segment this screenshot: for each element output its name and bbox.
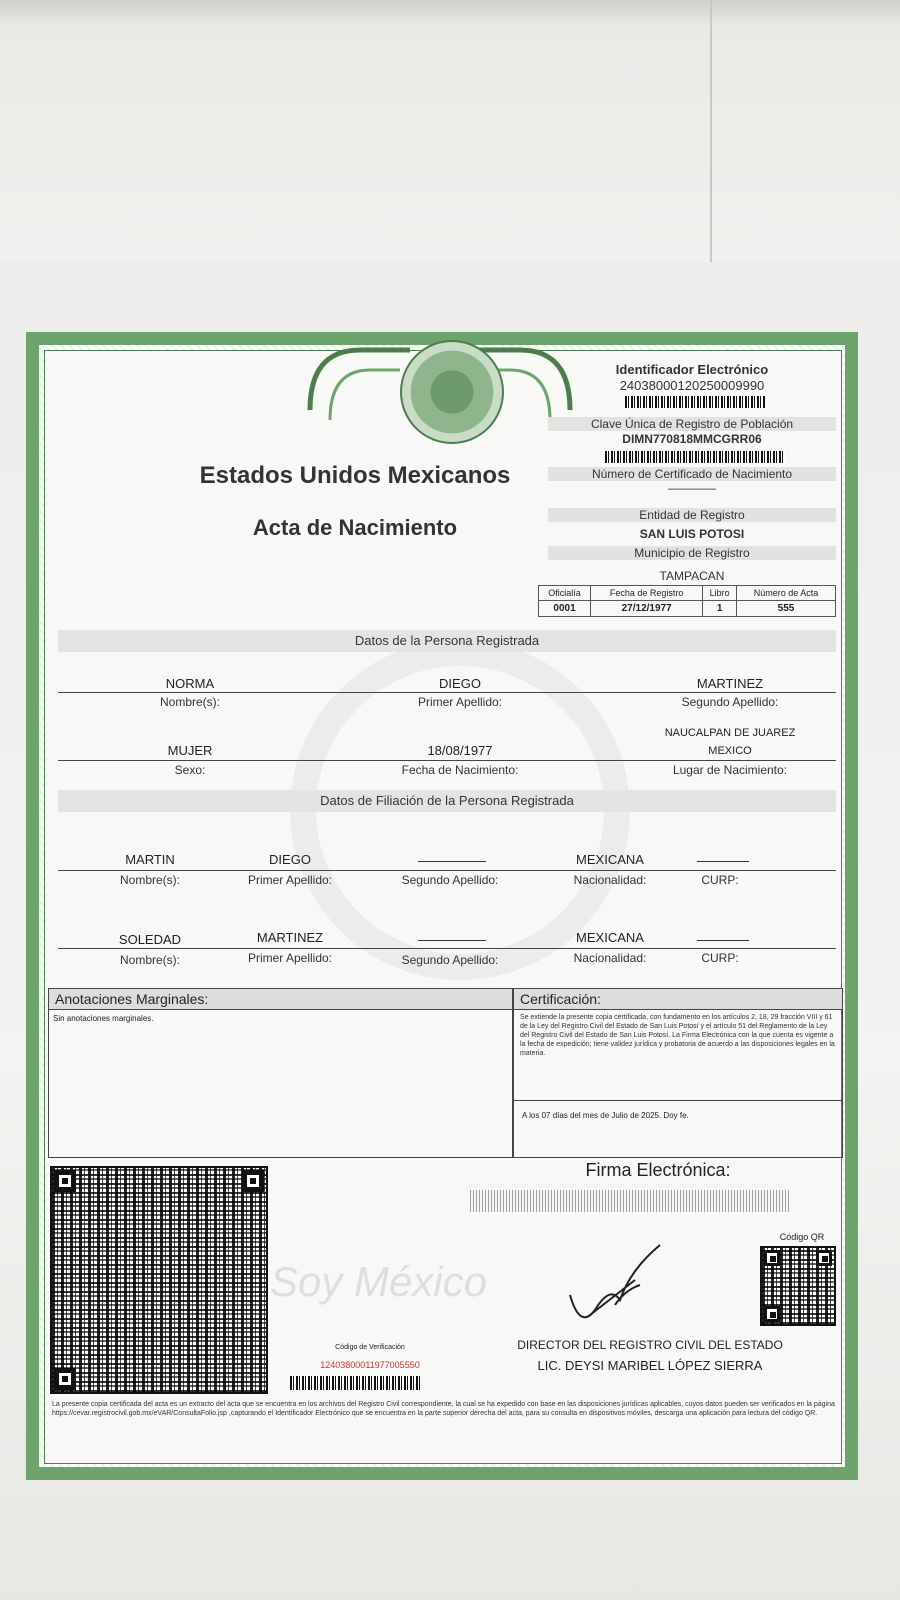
- table-cell: 1: [703, 601, 737, 617]
- curp-label: Clave Única de Registro de Población: [548, 417, 836, 431]
- cert-number-label: Número de Certificado de Nacimiento: [548, 467, 836, 481]
- registry-table-row: [539, 601, 836, 617]
- signature-title: Firma Electrónica:: [585, 1160, 731, 1180]
- divider: [58, 692, 836, 693]
- person-name-label: Nombre(s):: [159, 695, 220, 709]
- table-cell: 0001: [539, 601, 591, 617]
- table-cell: 27/12/1977: [591, 601, 703, 617]
- parent2-curp-label: CURP:: [701, 951, 739, 965]
- person-sex-label: Sexo:: [174, 763, 206, 777]
- parent2-first-surname: MARTINEZ: [256, 930, 324, 945]
- electronic-signature-string: [470, 1190, 790, 1212]
- electronic-id-barcode: [625, 396, 765, 408]
- parent2-second-surname-empty: [418, 940, 486, 941]
- electronic-id-label: Identificador Electrónico: [615, 362, 769, 377]
- divider: [58, 760, 836, 761]
- parent2-curp-empty: [697, 940, 749, 941]
- parent2-first-surname-label: Primer Apellido:: [247, 951, 333, 965]
- background-sheet: [0, 0, 900, 270]
- person-sex: MUJER: [167, 743, 213, 758]
- parent1-first-surname: DIEGO: [269, 852, 311, 867]
- person-birth-date: 18/08/1977: [427, 743, 493, 758]
- parent1-curp-label: CURP:: [701, 873, 739, 887]
- parent1-name: MARTIN: [125, 852, 175, 867]
- registry-entity-value: SAN LUIS POTOSI: [639, 527, 745, 541]
- certification-title: Certificación:: [514, 989, 842, 1010]
- verification-label: Código de Verificación: [335, 1344, 405, 1351]
- table-header: Oficialía: [539, 586, 591, 601]
- registry-table-header-row: [539, 586, 836, 601]
- divider: [58, 948, 836, 949]
- person-first-surname-label: Primer Apellido:: [417, 695, 503, 709]
- certification-text: Se extiende la presente copia certificada, con fundamento en los artículos 2, 18, 29 fracción VIII y 61 de la Ley del Registro Civil del Estado de San Luis Potosí y el artículo 51 del Reglamento de la Ley del Registro Civil del Estado de San Luis Potosí. La Firma Electrónica con la que cuenta es vigente a la fecha de expedición; tiene validez jurídica y probatoria de acuerdo a las disposiciones legales en la materia.: [514, 1010, 842, 1101]
- filiation-section-title: Datos de Filiación de la Persona Registrada: [58, 790, 836, 812]
- divider: [58, 870, 836, 871]
- parent1-second-surname-empty: [418, 861, 486, 862]
- document-subtitle: Acta de Nacimiento: [252, 515, 458, 540]
- registry-entity-label: Entidad de Registro: [548, 508, 836, 522]
- official-title: DIRECTOR DEL REGISTRO CIVIL DEL ESTADO: [517, 1338, 783, 1352]
- annotations-box: [48, 988, 513, 1158]
- birth-place-line2: MEXICO: [708, 745, 752, 757]
- parent2-name: SOLEDAD: [118, 932, 182, 947]
- cert-number-value: ————: [668, 481, 716, 495]
- table-header: Fecha de Registro: [591, 586, 703, 601]
- parent1-nationality: MEXICANA: [576, 852, 644, 867]
- curp-barcode: [605, 451, 785, 463]
- person-birth-date-label: Fecha de Nacimiento:: [401, 763, 519, 777]
- verification-barcode: [290, 1376, 420, 1390]
- qr-label: Código QR: [779, 1232, 825, 1242]
- watermark-text: Soy México: [270, 1258, 488, 1305]
- parent1-second-surname-label: Segundo Apellido:: [401, 873, 499, 887]
- national-seal-icon: [400, 340, 504, 444]
- person-section-title: Datos de la Persona Registrada: [58, 630, 836, 652]
- parent1-first-surname-label: Primer Apellido:: [247, 873, 333, 887]
- registry-table: [538, 585, 836, 617]
- document-title: Estados Unidos Mexicanos: [199, 462, 511, 489]
- parent1-name-label: Nombre(s):: [119, 873, 180, 887]
- electronic-id-value: 24038000120250009990: [619, 378, 765, 393]
- sheet-fold: [710, 0, 712, 270]
- curp-value: DIMN770818MMCGRR06: [622, 432, 762, 446]
- registry-municipality-value: TAMPACAN: [659, 569, 725, 583]
- verification-code: 12403800011977005550: [320, 1360, 420, 1370]
- person-second-surname: MARTINEZ: [696, 676, 764, 691]
- footer-note: La presente copia certificada del acta es un extracto del acta que se encuentra en los archivos del Registro Civil correspondiente, la cual se ha expedido con base en las disposiciones jurídicas aplicables, cuyos datos pueden ser verificados en la página https://cevar.registrocivil.gob.mx/eVAR/ConsultaFolio.jsp ,capturando el Identificador Electrónico que se encuentra en la parte superior derecha del acta, para su consulta en dispositivos móviles, descarga una aplicación para lectura del código QR.: [52, 1401, 835, 1417]
- table-cell: 555: [736, 601, 835, 617]
- signature-icon: [560, 1240, 670, 1340]
- registry-municipality-label: Municipio de Registro: [548, 546, 836, 560]
- parent2-nationality: MEXICANA: [576, 930, 644, 945]
- certification-box: [513, 988, 843, 1158]
- parent2-second-surname-label: Segundo Apellido:: [401, 953, 499, 967]
- signature-qr-code: [760, 1246, 836, 1326]
- birth-place-line1: NAUCALPAN DE JUAREZ: [664, 727, 796, 739]
- official-name: LIC. DEYSI MARIBEL LÓPEZ SIERRA: [537, 1358, 763, 1373]
- table-header: Libro: [703, 586, 737, 601]
- parent2-name-label: Nombre(s):: [119, 953, 180, 967]
- parent1-nationality-label: Nacionalidad:: [573, 873, 647, 887]
- person-birth-place-label: Lugar de Nacimiento:: [672, 763, 788, 777]
- verification-qr-code: [50, 1166, 268, 1394]
- annotations-text: Sin anotaciones marginales.: [53, 1014, 154, 1023]
- parent1-curp-empty: [697, 861, 749, 862]
- certification-date: A los 07 días del mes de Julio de 2025. Doy fe.: [522, 1111, 689, 1120]
- person-second-surname-label: Segundo Apellido:: [681, 695, 779, 709]
- parent2-nationality-label: Nacionalidad:: [573, 951, 647, 965]
- person-first-surname: DIEGO: [439, 676, 481, 691]
- person-name: NORMA: [165, 676, 215, 691]
- annotations-title: Anotaciones Marginales:: [49, 989, 512, 1010]
- table-header: Número de Acta: [736, 586, 835, 601]
